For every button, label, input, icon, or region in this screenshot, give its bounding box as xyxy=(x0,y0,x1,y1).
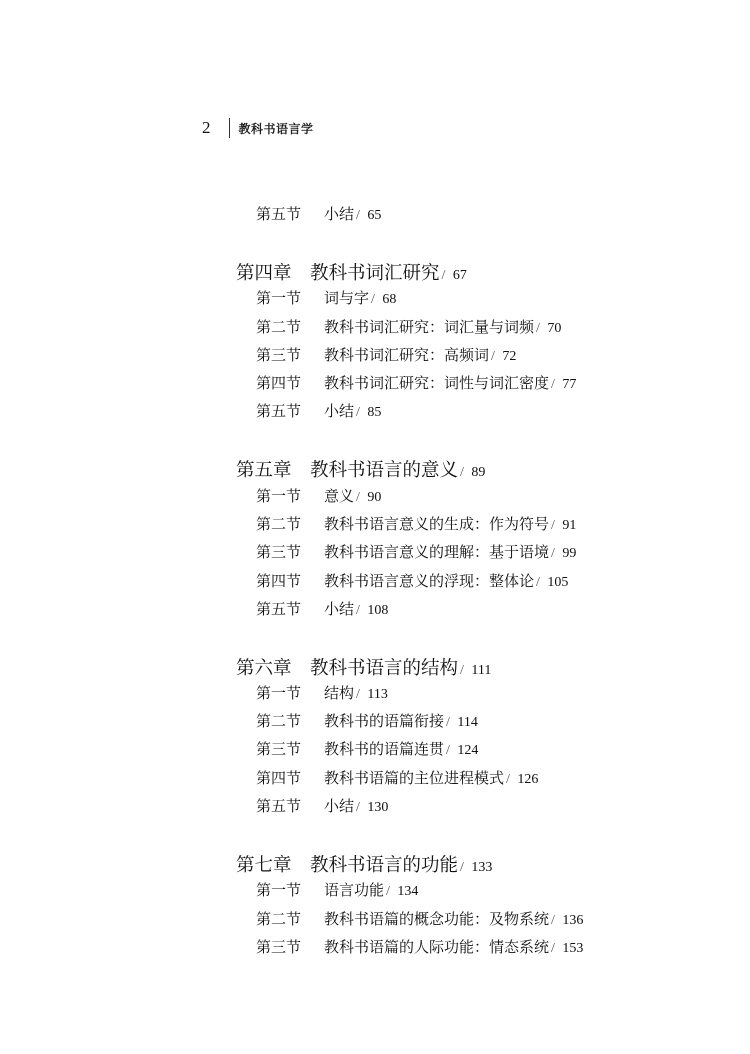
toc-section-entry xyxy=(256,879,418,900)
toc-section-entry xyxy=(256,316,561,337)
toc-chapter-entry xyxy=(236,456,485,482)
page-separator: / xyxy=(551,913,559,928)
section-title: 教科书语言意义的理解：基于语境 xyxy=(324,543,550,561)
page-number-ref: 108 xyxy=(367,603,389,618)
page-number-ref: 91 xyxy=(562,518,577,533)
toc-chapter-entry xyxy=(236,851,492,877)
page-number-ref: 70 xyxy=(547,321,562,336)
section-title: 小结 xyxy=(324,797,355,815)
toc-section-entry xyxy=(256,738,478,759)
page-separator: / xyxy=(460,663,468,678)
page-separator: / xyxy=(356,603,364,618)
page-number-ref: 77 xyxy=(562,377,577,392)
page-number-ref: 111 xyxy=(471,663,492,678)
section-number: 第五节 xyxy=(256,402,302,420)
page-number-ref: 67 xyxy=(452,268,467,283)
toc-section-entry xyxy=(256,287,396,308)
toc-section-entry xyxy=(256,570,568,591)
section-number: 第三节 xyxy=(256,938,302,956)
section-title: 小结 xyxy=(324,402,355,420)
section-title: 语言功能 xyxy=(324,881,385,899)
toc-section-entry xyxy=(256,710,478,731)
section-number: 第四节 xyxy=(256,374,302,392)
chapter-title: 教科书语言的结构 xyxy=(310,658,459,679)
page-number-ref: 65 xyxy=(367,208,382,223)
page-number: 2 xyxy=(202,118,211,137)
toc-section-entry xyxy=(256,936,583,957)
chapter-title: 教科书词汇研究 xyxy=(310,263,440,284)
section-title: 小结 xyxy=(324,600,355,618)
toc-section-entry xyxy=(256,203,381,224)
section-title: 教科书语篇的主位进程模式 xyxy=(324,769,505,787)
section-number: 第二节 xyxy=(256,910,302,928)
toc-chapter-entry xyxy=(236,654,491,680)
page-separator: / xyxy=(356,405,364,420)
page-separator: / xyxy=(356,800,364,815)
toc-section-entry xyxy=(256,372,576,393)
section-number: 第三节 xyxy=(256,740,302,758)
page-separator: / xyxy=(551,941,559,956)
page-separator: / xyxy=(460,465,468,480)
section-title: 教科书词汇研究：高频词 xyxy=(324,346,490,364)
page-separator: / xyxy=(446,715,454,730)
page-number-ref: 99 xyxy=(562,546,577,561)
page-number-ref: 133 xyxy=(471,860,493,875)
page-separator: / xyxy=(536,321,544,336)
page-number-ref: 89 xyxy=(471,465,486,480)
chapter-title: 教科书语言的功能 xyxy=(310,855,459,876)
page-separator: / xyxy=(460,860,468,875)
section-number: 第四节 xyxy=(256,769,302,787)
section-number: 第四节 xyxy=(256,572,302,590)
chapter-title: 教科书语言的意义 xyxy=(310,460,459,481)
toc-chapter-entry xyxy=(236,259,467,285)
chapter-number: 第四章 xyxy=(236,263,292,284)
section-number: 第一节 xyxy=(256,881,302,899)
page-number-ref: 72 xyxy=(502,349,517,364)
chapter-number: 第六章 xyxy=(236,658,292,679)
page-separator: / xyxy=(386,884,394,899)
section-number: 第二节 xyxy=(256,712,302,730)
toc-section-entry xyxy=(256,908,583,929)
page-number-ref: 136 xyxy=(562,913,584,928)
section-title: 意义 xyxy=(324,487,355,505)
page-separator: / xyxy=(551,377,559,392)
page-number-ref: 105 xyxy=(547,575,569,590)
toc-section-entry xyxy=(256,598,388,619)
section-number: 第二节 xyxy=(256,515,302,533)
section-title: 教科书语篇的概念功能：及物系统 xyxy=(324,910,550,928)
toc-section-entry xyxy=(256,485,381,506)
page-separator: / xyxy=(356,208,364,223)
section-title: 教科书词汇研究：词汇量与词频 xyxy=(324,318,535,336)
section-title: 教科书的语篇衔接 xyxy=(324,712,445,730)
header-divider xyxy=(229,118,230,138)
toc-section-entry xyxy=(256,344,516,365)
page-separator: / xyxy=(536,575,544,590)
section-title: 教科书语言意义的生成：作为符号 xyxy=(324,515,550,533)
page-separator: / xyxy=(356,687,364,702)
section-title: 结构 xyxy=(324,684,355,702)
section-number: 第二节 xyxy=(256,318,302,336)
toc-section-entry xyxy=(256,541,576,562)
toc-section-entry xyxy=(256,682,388,703)
page-number-ref: 113 xyxy=(367,687,388,702)
toc-section-entry xyxy=(256,513,576,534)
section-number: 第五节 xyxy=(256,600,302,618)
section-number: 第一节 xyxy=(256,487,302,505)
page-number-ref: 90 xyxy=(367,490,382,505)
section-title: 教科书语言意义的浮现：整体论 xyxy=(324,572,535,590)
section-number: 第三节 xyxy=(256,346,302,364)
section-number: 第三节 xyxy=(256,543,302,561)
toc-section-entry xyxy=(256,795,388,816)
page-number-ref: 126 xyxy=(517,772,539,787)
page-number-ref: 85 xyxy=(367,405,382,420)
page-separator: / xyxy=(371,292,379,307)
section-title: 教科书词汇研究：词性与词汇密度 xyxy=(324,374,550,392)
toc-section-entry xyxy=(256,767,538,788)
section-number: 第五节 xyxy=(256,205,302,223)
book-title: 教科书语言学 xyxy=(238,121,314,136)
page-number-ref: 68 xyxy=(382,292,397,307)
page-number-ref: 130 xyxy=(367,800,389,815)
page-number-ref: 114 xyxy=(457,715,478,730)
chapter-number: 第五章 xyxy=(236,460,292,481)
section-number: 第五节 xyxy=(256,797,302,815)
page-number-ref: 153 xyxy=(562,941,584,956)
section-title: 小结 xyxy=(324,205,355,223)
page-separator: / xyxy=(356,490,364,505)
section-number: 第一节 xyxy=(256,289,302,307)
section-title: 教科书语篇的人际功能：情态系统 xyxy=(324,938,550,956)
page-separator: / xyxy=(446,743,454,758)
page-separator: / xyxy=(551,546,559,561)
page-separator: / xyxy=(441,268,449,283)
page-number-ref: 134 xyxy=(397,884,419,899)
section-number: 第一节 xyxy=(256,684,302,702)
page-separator: / xyxy=(551,518,559,533)
section-title: 教科书的语篇连贯 xyxy=(324,740,445,758)
section-title: 词与字 xyxy=(324,289,370,307)
toc-section-entry xyxy=(256,400,381,421)
page-separator: / xyxy=(491,349,499,364)
page-separator: / xyxy=(506,772,514,787)
chapter-number: 第七章 xyxy=(236,855,292,876)
running-header xyxy=(202,116,314,140)
page-number-ref: 124 xyxy=(457,743,479,758)
